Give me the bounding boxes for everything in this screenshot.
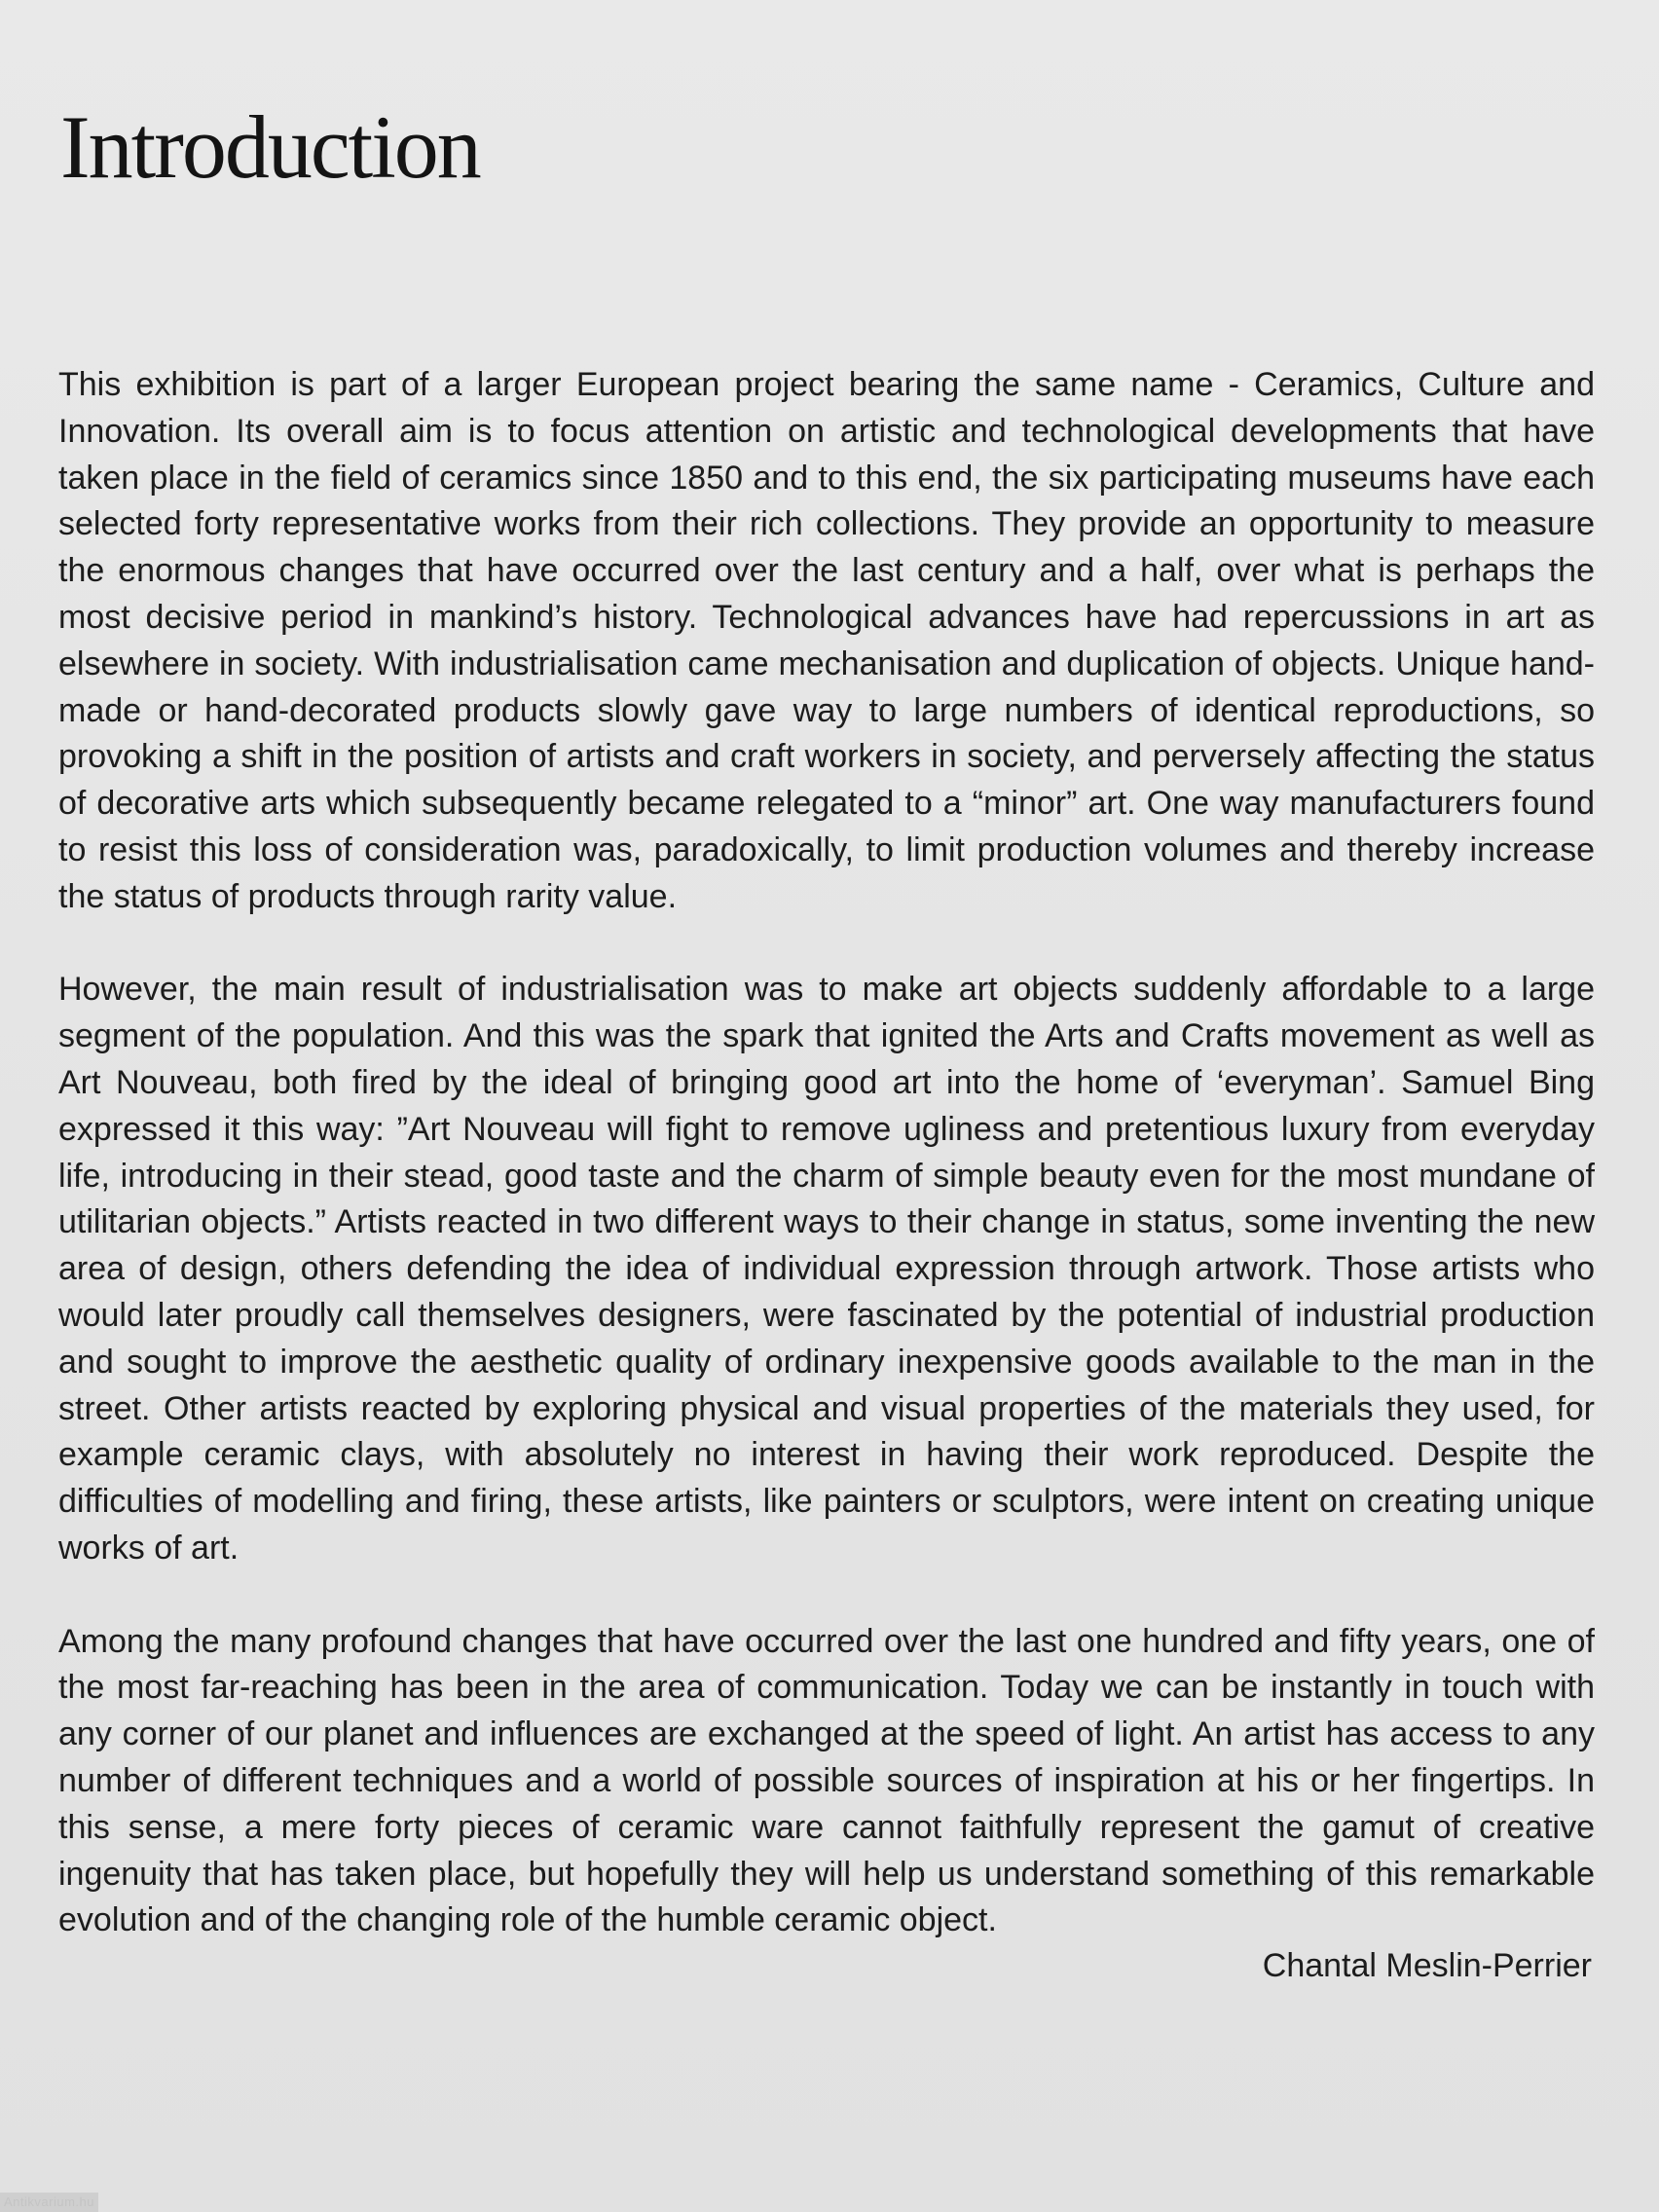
body-text	[58, 362, 1595, 1991]
watermark: Antikvarium.hu	[0, 2193, 98, 2212]
paragraph: However, the main result of industrialisation was to make art objects suddenly affordable to a large segment of the population. And this was the spark that ignited the Arts and Crafts movement as well as Art Nouveau, both fired by the ideal of bringing good art into the home of ‘everyman’. Samuel Bing expressed it this way: ”Art Nouveau will fight to remove ugliness and pretentious luxury from everyday life, introducing in their stead, good taste and the charm of simple beauty even for the most mundane of utilitarian objects.” Artists reacted in two different ways to their change in status, some inventing the new area of design, others defending the idea of individual expression through artwork. Those artists who would later proudly call themselves designers, were fascinated by the potential of industrial production and sought to improve the aesthetic quality of ordinary inexpensive goods available to the man in the street. Other artists reacted by exploring physical and visual properties of the materials they used, for example ceramic clays, with absolutely no interest in having their work reproduced. Despite the difficulties of modelling and firing, these artists, like painters or sculptors, were intent on creating unique works of art.	[58, 971, 1595, 1567]
paragraph: This exhibition is part of a larger European project bearing the same name - Ceramics, Culture and Innovation. Its overall aim is to focus attention on artistic and technological developments that have taken place in the field of ceramics since 1850 and to this end, the six participating museums have each selected forty representative works from their rich collections. They provide an opportunity to measure the enormous changes that have occurred over the last century and a half, over what is perhaps the most decisive period in mankind’s history. Technological advances have had repercussions in art as elsewhere in society. With industrialisation came mechanisation and duplication of objects. Unique hand-made or hand-decorated products slowly gave way to large numbers of identical reproductions, so provoking a shift in the position of artists and craft workers in society, and perversely affecting the status of decorative arts which subsequently became relegated to a “minor” art. One way manufacturers found to resist this loss of consideration was, paradoxically, to limit production volumes and thereby increase the status of products through rarity value.	[58, 366, 1595, 915]
page-title: Introduction	[60, 97, 480, 197]
paragraph: Among the many profound changes that have occurred over the last one hundred and fifty years, one of the most far-reaching has been in the area of communication. Today we can be instantly in touch with any corner of our planet and influences are exchanged at the speed of light. An artist has access to any number of different techniques and a world of possible sources of inspiration at his or her fingertips. In this sense, a mere forty pieces of ceramic ware cannot faithfully represent the gamut of creative ingenuity that has taken place, but hopefully they will help us understand something of this remarkable evolution and of the changing role of the humble ceramic object.	[58, 1622, 1595, 1939]
author-signature: Chantal Meslin-Perrier	[1262, 1947, 1592, 1984]
